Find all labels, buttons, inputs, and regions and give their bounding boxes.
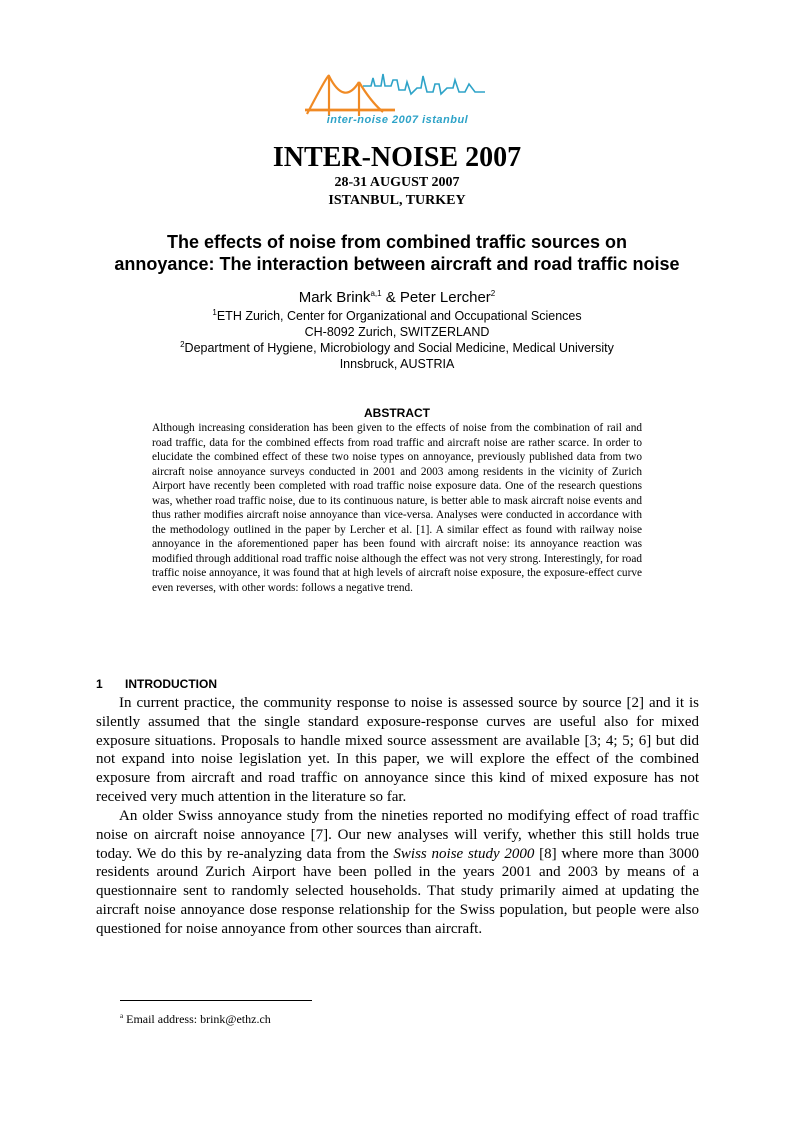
intro-paragraph: In current practice, the community response to noise is assessed source by source [2] and it is silently assumed that the single standard exposure-response curves are useful also for mixed exposure situations. Proposals to handle mixed source assessment are available [3; 4; 5; 6] but did not expand into noise legislation yet. In this paper, we will explore the effect of the combined exposure from aircraft and road traffic on annoyance since this kind of mixed exposure has not received very much attention in the literature so far.: [96, 695, 699, 805]
author-affiliation-marker: 2: [490, 289, 496, 298]
paper-title: [60, 231, 734, 275]
section-title: INTRODUCTION: [125, 677, 217, 691]
affiliation-marker: 1: [212, 307, 217, 317]
intro-paragraph: [96, 807, 699, 939]
logo-caption: inter-noise 2007 istanbul: [326, 114, 469, 126]
study-name: Swiss noise study 2000: [393, 845, 535, 862]
abstract-heading: ABSTRACT: [364, 406, 430, 420]
affiliation-marker: 2: [180, 339, 185, 349]
section-heading: [96, 677, 217, 691]
affiliation-line: [0, 340, 794, 356]
abstract-text: Although increasing consideration has been given to the effects of noise from the combination of rail and road traffic, data for the combined effects from road traffic and aircraft noise are rather scarce. In order to elucidate the combined effect of these two noise types on annoyance, previously published data from two aircraft noise annoyance surveys conducted in 2001 and 2003 among residents in the vicinity of Zurich Airport have recently been completed with road traffic noise exposure data. One of the research questions was, whether road traffic noise, due to its continuous nature, is better able to mask aircraft noise events and thus rather modifies aircraft noise annoyance than vice-versa. Analyses were conducted in accordance with the methodology outlined in the paper by Lercher et al. [1]. A similar effect as found with railway noise annoyance in the aforementioned paper has been found with aircraft noise: its annoyance reaction was modified through additional road traffic noise although the effect was not very strong. Interestingly, for road traffic noise annoyance, it was found that at high levels of aircraft noise exposure, the exposure-effect curve even reverses, with other words: follows a negative trend.: [152, 422, 642, 594]
section-number: 1: [96, 677, 103, 691]
paragraph-text: [8] where more than 3000 residents around Zurich Airport have been polled in the years 2001 and 2003 by means of a questionnaire sent to randomly selected households. That study primarily aimed at updating the aircraft noise annoyance dose response relationship for the Swiss population, but people were also questioned for noise annoyance from other sources than aircraft.: [96, 845, 699, 937]
paper-title-line: annoyance: The interaction between aircraft and road traffic noise: [114, 254, 680, 274]
affiliation-line: [0, 308, 794, 324]
author-list: [0, 289, 794, 306]
footnote-divider: [120, 1000, 312, 1001]
conference-title: INTER-NOISE 2007: [272, 142, 522, 173]
author-name: Peter Lercher: [399, 289, 491, 306]
footnote-text: Email address: brink@ethz.ch: [123, 1012, 271, 1026]
footnote: [120, 1012, 271, 1027]
author-affiliation-marker: a,1: [370, 289, 382, 298]
skyline-icon: [363, 74, 485, 94]
conference-dates: 28-31 AUGUST 2007: [334, 175, 460, 190]
paper-title-line: The effects of noise from combined traffic sources on: [166, 232, 628, 252]
affiliation-text: Department of Hygiene, Microbiology and Social Medicine, Medical University: [184, 341, 614, 355]
author-separator: &: [381, 289, 400, 306]
footnote-marker: a: [120, 1012, 124, 1020]
author-name: Mark Brink: [298, 289, 371, 306]
conference-location: ISTANBUL, TURKEY: [328, 193, 466, 208]
affiliation-line: Innsbruck, AUSTRIA: [339, 357, 455, 371]
affiliation-text: ETH Zurich, Center for Organizational and Occupational Sciences: [216, 309, 582, 323]
paragraph-text: An older Swiss annoyance study from the nineties reported no modifying effect of road traffic noise on aircraft noise annoyance [7]. Our new analyses will verify, whether this still holds true today. We do this by re-analyzing data from the: [96, 808, 699, 862]
affiliation-line: CH-8092 Zurich, SWITZERLAND: [304, 325, 490, 339]
